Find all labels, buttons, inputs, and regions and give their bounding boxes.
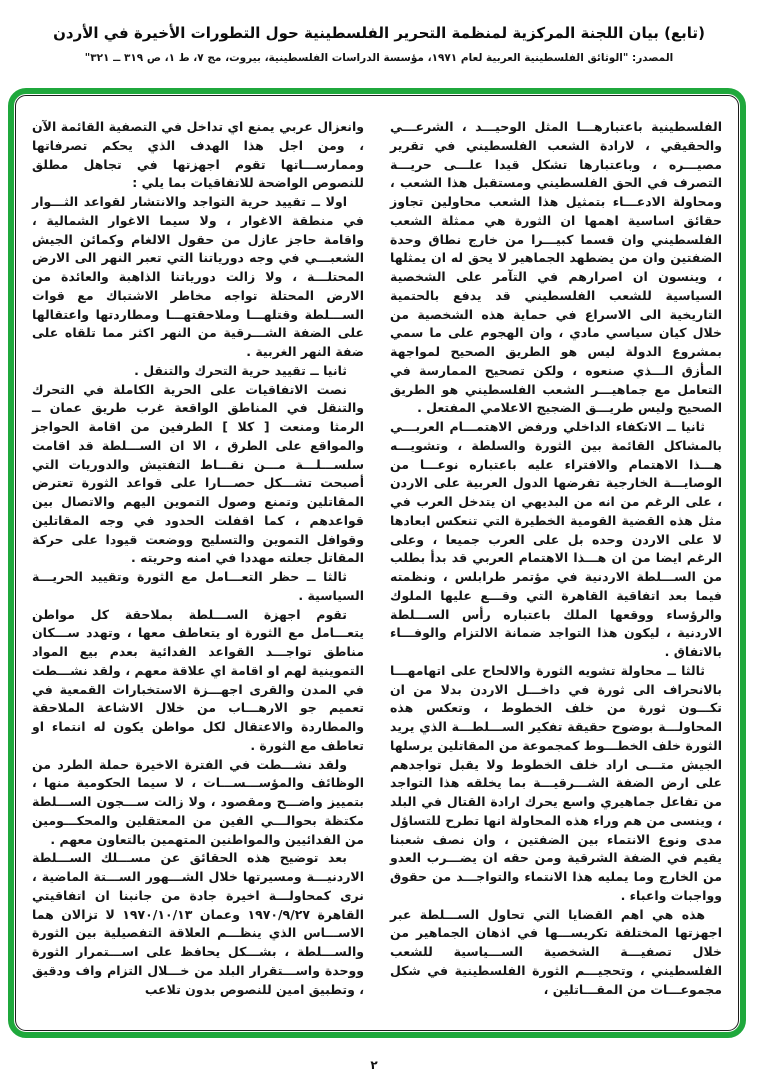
green-frame bbox=[8, 88, 746, 1038]
paragraph-conclusion: بعد توضيح هذه الحقائق عن مســـلك الســـلطة الاردنيـــة ومسيرتها خلال الشـــهور الســـتة الماضية ، نرى كمحاولـــة اخيرة جادة من جانبنا ان اتفاقيتي القاهرة ١٩٧٠/٩/٢٧ وعمان ١٩٧٠/١٠/١٣ لا تزالان هما الاســـاس الذي ينظـــم العلاقة التفصيلية بين الثورة والســـلطة ، بشـــكل يحافظ على اســـتمرار الثورة ووحدة واســـتقرار البلد من خـــلال التزام واف ودقيق ، وتطبيق امين للنصوص بدون تلاعب bbox=[32, 850, 364, 997]
paragraph-summary: هذه هي اهم القضايا التي تحاول الســـلطة عبر اجهزتها المختلفة تكريســـها في اذهان الجماهير من خلال تصفيـــة الشخصية الســـياسية للشعب الفلسطيني ، وتحجيـــم الثورة الفلسطينية في شكل مجموعـــات من المقـــاتلين ، bbox=[390, 906, 722, 997]
page-header bbox=[0, 0, 758, 64]
right-column bbox=[390, 118, 722, 1022]
frame-inner-border bbox=[15, 95, 739, 1031]
paragraph-first-point: اولا ــ تقييد حرية التواجد والانتشار لقواعد الثـــوار في منطقة الاغوار ، ولا سيما الاغوار الشمالية ، واقامة حاجز عازل من حقول الالغام وكمائن الجيش الشعبـــي في وجه دورياتنا التي تعبر النهر الى الارض المحتلـــة ، ولا زالت دورياتنا الذاهبة والعائدة من الارض المحتلة تواجه مخاطر الاشتباك مع قوات الســـلطة وقتلهـــا وملاحقتهـــا ومطاردتها واعتقالها على الضفة الشـــرقية من النهر اكثر مما تلقاه على ضفة النهر الغربية . bbox=[32, 194, 364, 359]
paragraph-agreements: نصت الاتفاقيات على الحرية الكاملة في التحرك والتنقل في المناطق الواقعة غرب طريق عمان ــ الرمثا ومنعت [ كلا ] الطرفين من اقامة الحواجز والمواقع على الطرق ، الا ان الســـلطة قد اقامت سلســـلـــة مـــن نقـــاط التفتيش والدوريات التي أصبحت تشـــكل حصـــارا على قواعد الثورة تعترض المقاتلين وتمنع وصول التموين اليهم والاتصال بين قواعدهم ، كما اقفلت الحدود في وجه المقاتلين وقوافل التموين والتسليح ووضعت قيودا على حركة المقاتل جعلته مهددا في امنه وحريته . bbox=[32, 381, 364, 566]
text-columns bbox=[32, 118, 722, 1022]
paragraph-second-point: ثانيا ــ تقييد حرية التحرك والتنقل . bbox=[134, 362, 347, 378]
paragraph-third-point: ثالثا ــ حظر التعـــامل مع الثورة وتقييد الحريـــة السياسية . bbox=[32, 569, 364, 603]
paragraph-continuation: الفلسطينية باعتبارهـــا المثل الوحيـــد ، الشرعـــي والحقيقي ، لارادة الشعب الفلسطيني في تقرير مصيـــره ، وباعتبارها تشكل قيدا علـــى حريـــة التصرف في الحق الفلسطيني ومستقبل هذا الشعب ، ومحاولة الادعـــاء بتمثيل هذا الشعب محاولين تجاوز حقائق اساسية اهمها ان الثورة هي ممثلة الشعب الفلسطيني وان قسما كبيـــرا من خارج نطاق وحدة الضفتين وان من يضطهد الجماهير لا يحق له ان يمثلها ، وينسون ان اصرارهم في التآمر على الشخصية السياسية للشعب الفلسطيني قد يدفع بالحتمية التاريخية الى الاسراع في حماية هذه الشخصية من خلال كيان سياسي مادي ، وان الهجوم على ما سمي بمشروع الدولة ليس هو الطريق الصحيح لمواجهة المأزق الـــذي صنعوه ، ولكن تصحيح الممارسة في التعامل مع جماهيـــر الشعب الفلسطيني هو الطريق الصحيح وليس طريـــق الضجيج الاعلامي المفتعل . bbox=[390, 119, 722, 416]
page-number: ٢ bbox=[370, 1058, 378, 1072]
paragraph-second-point: ثانيا ــ الاتكفاء الداخلي ورفض الاهتمـــام العربـــي بالمشاكل القائمة بين الثورة والسلطة ، وتشويـــه هـــذا الاهتمام والافتراء عليه باعتباره نوعـــا من الوصايـــة الخارجية تفرضها الدول العربية على الاردن ، على الرغم من انه من البديهي ان يتدخل العرب في مثل هذه القضية القومية الخطيرة التي تنعكس ابعادها لا على الاردن وحده بل على العرب جميعا ، وعلى الرغم ايضا من ان هـــذا الاهتمام العربي قد بدأ بطلب من الســـلطة الاردنية في مؤتمر طرابلس ، ونظمته فيما بعد اتفاقية القاهرة التي وقـــع عليها الملوك والرؤساء ووقعها الملك باعتباره رأس الســـلطة الاردنية ، ليكون هذا التواجد ضمانة الالتزام والوفـــاء بالاتفاق . bbox=[390, 419, 722, 659]
source-citation: المصدر: "الوثائق الفلسطينية العربية لعام ١٩٧١، مؤسسة الدراسات الفلسطينية، بيروت، مج ٧، ط ١، ص ٣١٩ ــ ٣٢١" bbox=[84, 52, 674, 64]
paragraph-third-point: ثالثا ــ محاولة تشويه الثورة والالحاح على اتهامهـــا بالانحراف الى ثورة في داخـــل الاردن بدلا من ان تكـــون ثورة من خلف الخطوط ، وتعكس هذه المحاولـــة بوضوح حقيقة تفكير الســـلطـــة الذي يريد الثورة خلف الخطـــوط كمجموعة من المقاتلين يرسلها الجيش متـــى اراد خلف الخطوط ولا يقبل تواجدهم على ارض الضفة الشـــرقيـــة بما يخلقه هذا التواجد من تفاعل جماهيري واسع يحرك ارادة القتال في البلد ، وينسى من هم وراء هذه المحاولة انها تطرح للتساؤل مدى ونوع الانتماء بين الضفتين ، وان نصف شعبنا يقيم في الضفة الشرقية ومن حقه ان يضـــرب العدو من الخارج وما يمليه هذا الانتماء والتواجـــد من حقوق وواجبات واعباء . bbox=[390, 662, 722, 903]
paragraph-dismissals: ولقد نشـــطت في الفترة الاخيرة حملة الطرد من الوظائف والمؤســـســـات ، لا سيما الحكومية منها ، بتمييز واضـــح ومقصود ، ولا زالت ســـجون الســـلطة مكتظة بحوالـــي الفين من المعتقلين والمحكـــومين من الفدائيين والمواطنين المتهمين بالتعاون معهم . bbox=[32, 756, 364, 847]
left-column bbox=[32, 118, 364, 1022]
paragraph-continuation: وانعزال عربي يمنع اي تداخل في التصفية القائمة الآن ، ومن اجل هذا الهدف الذي يحكم تصرفاتها وممارســـاتها تقوم اجهزتها في تجاهل مطلق للنصوص الواضحة للاتفاقيات بما يلي : bbox=[32, 119, 364, 191]
page-title: (تابع) بيان اللجنة المركزية لمنظمة التحرير الفلسطينية حول التطورات الأخيرة في الأردن bbox=[53, 24, 705, 42]
paragraph-authorities: تقوم اجهزة الســـلطة بملاحقة كل مواطن يتعـــامل مع الثورة او يتعاطف معها ، وتهدد ســـكان مناطق تواجـــد القواعد الفدائية بعدم بيع المواد التموينية لهم او اقامة اي علاقة معهم ، ولقد نشـــطت في المدن والقرى اجهـــزة الاستخبارات القمعية في تعميم جو الارهـــاب من خلال الاشاعة الملاحقة والمطاردة والاعتقال لكل مواطن يكون له انتماء او تعاطف مع الثورة . bbox=[32, 606, 364, 753]
